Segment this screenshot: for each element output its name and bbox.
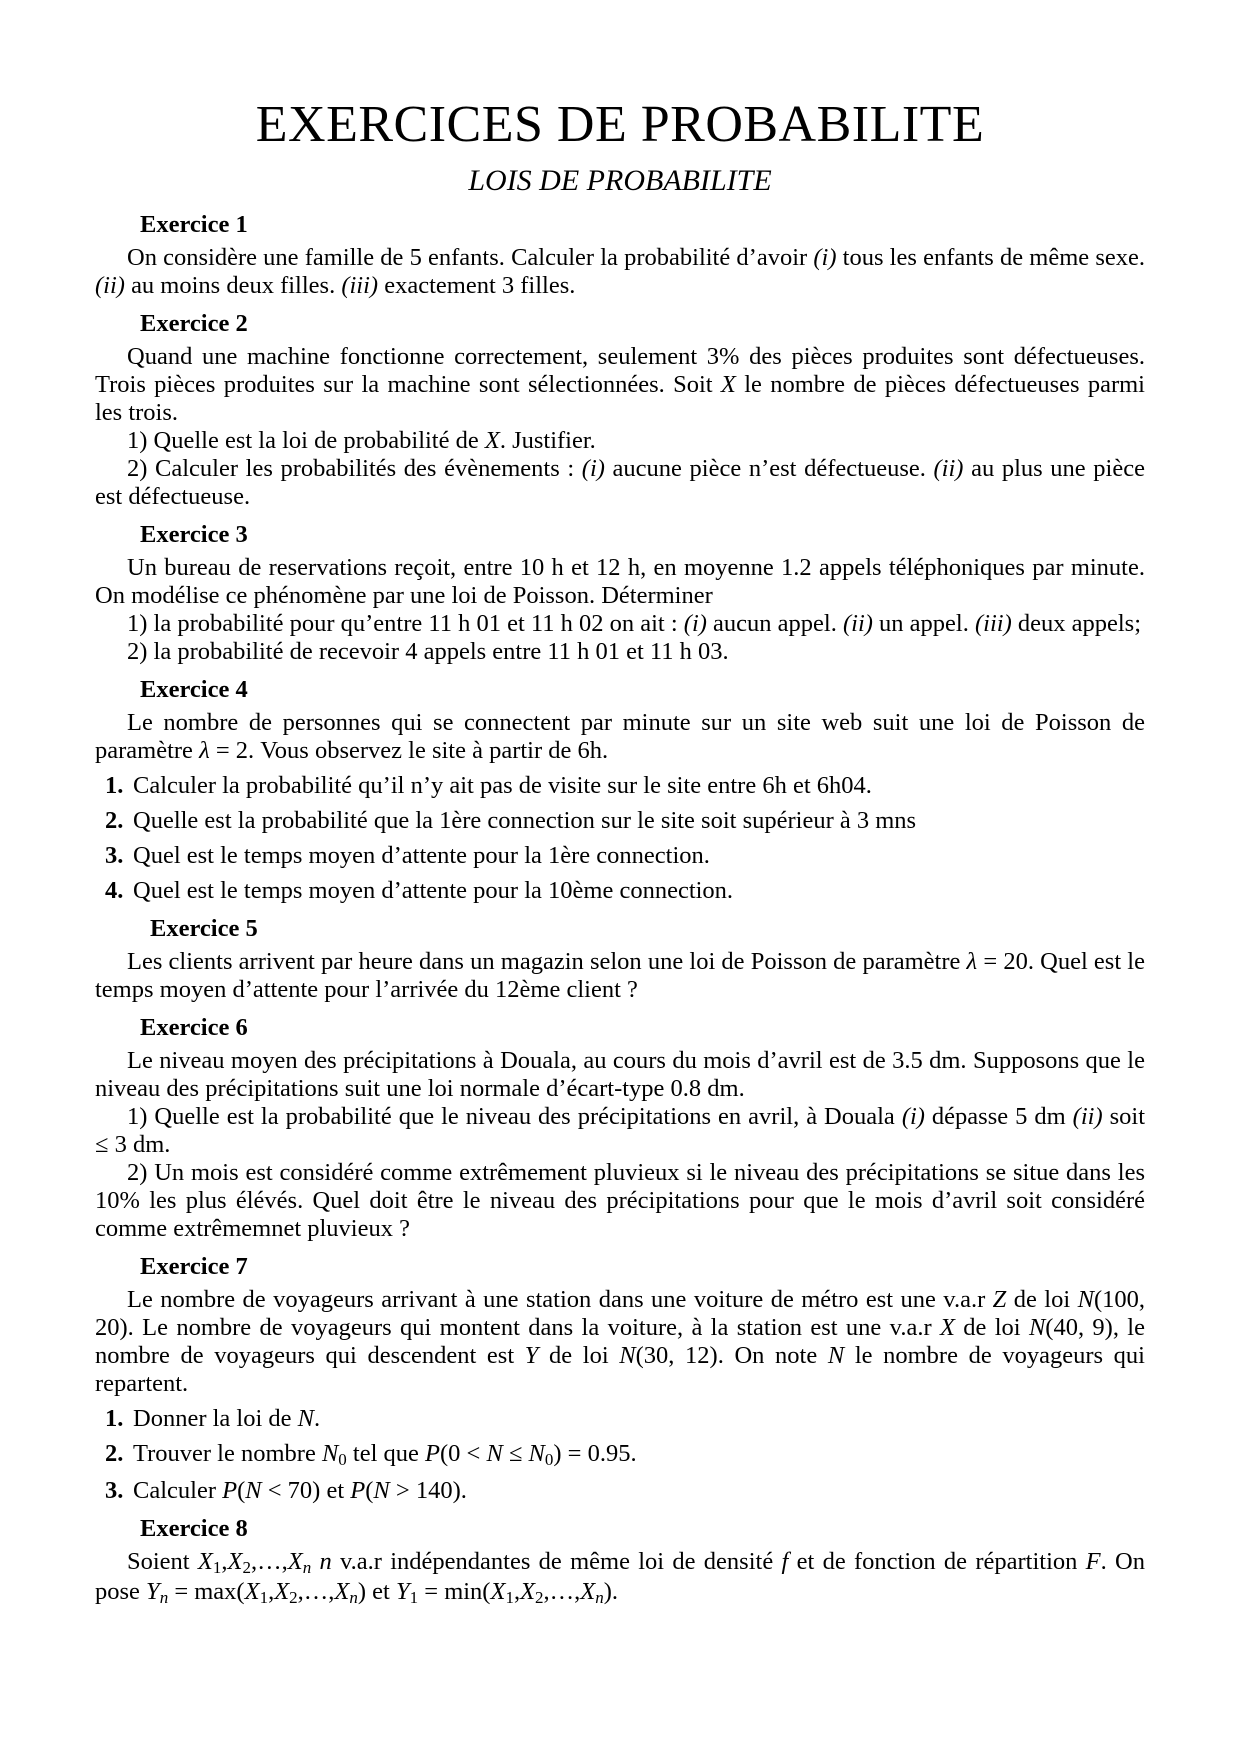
text-run: le nombre de voyageurs qui repartent. bbox=[95, 1342, 1145, 1398]
text-run: Soient bbox=[127, 1548, 198, 1576]
text-run: , bbox=[268, 1578, 275, 1606]
text-run: (ii) bbox=[1072, 1103, 1103, 1131]
list-item-number: 3. bbox=[105, 842, 124, 870]
list-item-number: 2. bbox=[105, 1440, 124, 1468]
text-run: (i) bbox=[901, 1103, 925, 1131]
text-run: N bbox=[297, 1405, 314, 1433]
text-run: P bbox=[425, 1440, 441, 1468]
text-run: (0 < bbox=[440, 1440, 487, 1468]
text-run: Le nombre de personnes qui se connectent par minute sur un site web suit une loi de Poisson de paramètre bbox=[95, 709, 1145, 765]
text-run: (ii) bbox=[95, 272, 125, 300]
text-run: N bbox=[373, 1477, 390, 1505]
text-run: ≤ bbox=[502, 1440, 529, 1468]
text-run: f bbox=[781, 1548, 789, 1576]
paragraph bbox=[95, 610, 1145, 638]
text-run: (40, 9), le nombre de voyageurs qui descendent est bbox=[95, 1314, 1145, 1370]
exercise-heading: Exercice 7 bbox=[140, 1253, 248, 1281]
text-run: 1 bbox=[505, 1588, 514, 1608]
text-run: Les clients arrivent par heure dans un magazin selon une loi de Poisson de paramètre bbox=[127, 948, 967, 976]
text-run: = 20. Quel est le temps moyen d’attente pour l’arrivée du 12ème client ? bbox=[95, 948, 1145, 1004]
text-run: 1 bbox=[259, 1588, 269, 1608]
text-run: ( bbox=[365, 1477, 374, 1505]
paragraph bbox=[95, 554, 1145, 610]
paragraph bbox=[95, 948, 1145, 1004]
text-run: 0 bbox=[544, 1450, 554, 1470]
paragraph bbox=[95, 343, 1145, 427]
text-run: Y bbox=[524, 1342, 539, 1370]
text-run: 1) Quelle est la loi de probabilité de bbox=[127, 427, 485, 455]
text-run: Y bbox=[395, 1578, 410, 1606]
text-run: n bbox=[349, 1588, 358, 1608]
text-run: Z bbox=[992, 1286, 1007, 1314]
list-item bbox=[95, 1440, 1145, 1470]
text-run: ). bbox=[603, 1578, 619, 1606]
text-run: tel que bbox=[346, 1440, 426, 1468]
text-run: tous les enfants de même sexe. bbox=[836, 244, 1146, 272]
text-run: X bbox=[287, 1548, 303, 1576]
text-run: On considère une famille de 5 enfants. Calculer la probabilité d’avoir bbox=[127, 244, 814, 272]
paragraph bbox=[95, 427, 1145, 455]
text-run: X bbox=[939, 1314, 955, 1342]
list-item bbox=[95, 807, 1145, 835]
text-run: ) et bbox=[357, 1578, 396, 1606]
list-item-text bbox=[133, 1477, 467, 1504]
text-run: F bbox=[1085, 1548, 1101, 1576]
text-run: (100, 20). Le nombre de voyageurs qui montent dans la voiture, à la station est une v.a.r bbox=[95, 1286, 1145, 1342]
text-run: = 2. Vous observez le site à partir de 6h. bbox=[209, 737, 609, 765]
text-run: exactement 3 filles. bbox=[378, 272, 576, 300]
text-run: N bbox=[619, 1342, 636, 1370]
text-run: Donner la loi de bbox=[133, 1405, 298, 1433]
paragraph bbox=[95, 455, 1145, 511]
list-item-text bbox=[133, 877, 733, 904]
text-run: deux appels; bbox=[1011, 610, 1142, 638]
text-run: X bbox=[580, 1578, 596, 1606]
document-content bbox=[95, 211, 1145, 1608]
text-run: de loi bbox=[538, 1342, 620, 1370]
text-run: = min( bbox=[418, 1578, 491, 1606]
text-run: (iii) bbox=[974, 610, 1012, 638]
text-run: Un bureau de reservations reçoit, entre 10 h et 12 h, en moyenne 1.2 appels téléphoniques par minute. On modélise ce phénomène par une loi de Poisson. Déterminer bbox=[95, 554, 1145, 610]
text-run: 1 bbox=[409, 1588, 419, 1608]
text-run: > 140). bbox=[389, 1477, 467, 1505]
text-run: 2 bbox=[242, 1558, 251, 1578]
text-run: de loi bbox=[954, 1314, 1029, 1342]
text-run: X bbox=[227, 1548, 243, 1576]
text-run: P bbox=[350, 1477, 366, 1505]
text-run: N bbox=[321, 1440, 339, 1468]
text-run: de loi bbox=[1006, 1286, 1078, 1314]
list-item-number: 1. bbox=[105, 1405, 124, 1433]
list-item-number: 2. bbox=[105, 807, 124, 835]
list-item bbox=[95, 1477, 1145, 1505]
text-run: X bbox=[197, 1548, 213, 1576]
exercise-heading: Exercice 1 bbox=[140, 211, 248, 239]
text-run: Quelle est la probabilité que la 1ère connection sur le site soit supérieur à 3 mns bbox=[133, 807, 917, 835]
text-run: λ bbox=[966, 948, 978, 976]
text-run: ,…, bbox=[543, 1578, 581, 1606]
text-run: X bbox=[274, 1578, 290, 1606]
text-run: N bbox=[1028, 1314, 1046, 1342]
text-run: N bbox=[245, 1477, 262, 1505]
text-run: 2 bbox=[535, 1588, 544, 1608]
text-run: 2) la probabilité de recevoir 4 appels entre 11 h 01 et 11 h 03. bbox=[127, 638, 729, 666]
text-run: au moins deux filles. bbox=[124, 272, 342, 300]
text-run: X bbox=[490, 1578, 506, 1606]
text-run: aucun appel. bbox=[706, 610, 843, 638]
exercise-heading: Exercice 3 bbox=[140, 521, 248, 549]
text-run: n bbox=[159, 1588, 169, 1608]
text-run: et de fonction de répartition bbox=[788, 1548, 1086, 1576]
text-run: le nombre de pièces défectueuses parmi les trois. bbox=[95, 371, 1145, 427]
text-run: (i) bbox=[683, 610, 707, 638]
text-run: n bbox=[302, 1558, 312, 1578]
text-run: Y bbox=[146, 1578, 160, 1606]
paragraph bbox=[95, 709, 1145, 765]
list-item-text bbox=[133, 842, 710, 869]
exercise-heading: Exercice 8 bbox=[140, 1515, 248, 1543]
text-run: (iii) bbox=[341, 272, 379, 300]
text-run: X bbox=[484, 427, 500, 455]
text-run: = max( bbox=[168, 1578, 245, 1606]
list-item-text bbox=[133, 1440, 637, 1470]
text-run: n bbox=[595, 1588, 604, 1608]
paragraph bbox=[95, 1286, 1145, 1398]
text-run: au plus une pièce est défectueuse. bbox=[95, 455, 1145, 511]
paragraph bbox=[95, 638, 1145, 666]
text-run: ( bbox=[237, 1477, 246, 1505]
text-run: Calculer bbox=[133, 1477, 223, 1505]
list-item bbox=[95, 842, 1145, 870]
text-run: 2 bbox=[289, 1588, 298, 1608]
text-run: N bbox=[486, 1440, 503, 1468]
text-run: , bbox=[221, 1548, 228, 1576]
text-run: . On pose bbox=[95, 1548, 1145, 1606]
text-run: X bbox=[520, 1578, 536, 1606]
text-run: Calculer la probabilité qu’il n’y ait pas de visite sur le site entre 6h et 6h04. bbox=[133, 772, 872, 800]
text-run: (ii) bbox=[842, 610, 873, 638]
paragraph bbox=[95, 1103, 1145, 1159]
text-run: soit ≤ 3 dm. bbox=[95, 1103, 1146, 1159]
text-run: (i) bbox=[813, 244, 837, 272]
list-item-text bbox=[133, 772, 872, 799]
text-run: 2) Calculer les probabilités des évènements : bbox=[127, 455, 582, 483]
list-item bbox=[95, 1405, 1145, 1433]
text-run: , bbox=[513, 1578, 521, 1606]
text-run: n bbox=[319, 1548, 332, 1576]
text-run: . Justifier. bbox=[499, 427, 596, 455]
text-run: λ bbox=[199, 737, 210, 765]
text-run: un appel. bbox=[872, 610, 975, 638]
exercise-heading: Exercice 2 bbox=[140, 310, 248, 338]
text-run: 2) Un mois est considéré comme extrêmement pluvieux si le niveau des précipitations se situe dans les 10% les plus élévés. Quel doit être le niveau des précipitations pour que le mois d’avril soit considéré comme extrêmemnet pluvieux ? bbox=[95, 1159, 1145, 1243]
text-run: 1 bbox=[212, 1558, 222, 1578]
list-item bbox=[95, 772, 1145, 800]
list-item-number: 4. bbox=[105, 877, 124, 905]
text-run: 1) Quelle est la probabilité que le niveau des précipitations en avril, à Douala bbox=[127, 1103, 902, 1131]
document-title: EXERCICES DE PROBABILITE bbox=[255, 96, 985, 153]
text-run: N bbox=[827, 1342, 845, 1370]
exercise-heading: Exercice 5 bbox=[150, 915, 258, 943]
text-run: < 70) et bbox=[261, 1477, 351, 1505]
text-run: X bbox=[334, 1578, 350, 1606]
text-run: ,…, bbox=[250, 1548, 288, 1576]
text-run: N bbox=[1077, 1286, 1094, 1314]
list-item bbox=[95, 877, 1145, 905]
exercise-heading: Exercice 4 bbox=[140, 676, 248, 704]
text-run: ) = 0.95. bbox=[553, 1440, 637, 1468]
paragraph bbox=[95, 1047, 1145, 1103]
text-run: Trouver le nombre bbox=[133, 1440, 322, 1468]
text-run: ,…, bbox=[297, 1578, 335, 1606]
paragraph bbox=[95, 1159, 1145, 1243]
text-run: P bbox=[222, 1477, 238, 1505]
exercise-heading: Exercice 6 bbox=[140, 1014, 248, 1042]
text-run: X bbox=[720, 371, 736, 399]
text-run: X bbox=[244, 1578, 260, 1606]
list-item-number: 1. bbox=[105, 772, 124, 800]
text-run: dépasse 5 dm bbox=[924, 1103, 1073, 1131]
text-run: . bbox=[314, 1405, 321, 1433]
text-run: Le nombre de voyageurs arrivant à une station dans une voiture de métro est une v.a.r bbox=[127, 1286, 993, 1314]
text-run: (30, 12). On note bbox=[635, 1342, 828, 1370]
text-run: (i) bbox=[581, 455, 605, 483]
list-item-text bbox=[133, 807, 916, 834]
text-run: 1) la probabilité pour qu’entre 11 h 01 et 11 h 02 on ait : bbox=[127, 610, 684, 638]
text-run: Quand une machine fonctionne correctement, seulement 3% des pièces produites sont défectueuses. Trois pièces produites sur la machine sont sélectionnées. Soit bbox=[95, 343, 1145, 399]
text-run: Quel est le temps moyen d’attente pour la 1ère connection. bbox=[133, 842, 710, 870]
paragraph bbox=[95, 244, 1145, 300]
document-subtitle: LOIS DE PROBABILITE bbox=[468, 164, 772, 198]
text-run: N bbox=[528, 1440, 545, 1468]
paragraph bbox=[95, 1548, 1145, 1608]
text-run: (ii) bbox=[933, 455, 964, 483]
list-item-text bbox=[133, 1405, 320, 1432]
list-item-number: 3. bbox=[105, 1477, 124, 1505]
text-run: aucune pièce n’est défectueuse. bbox=[604, 455, 934, 483]
text-run: 0 bbox=[338, 1450, 347, 1470]
text-run: v.a.r indépendantes de même loi de densité bbox=[331, 1548, 782, 1576]
text-run: Quel est le temps moyen d’attente pour la 10ème connection. bbox=[133, 877, 734, 905]
text-run: Le niveau moyen des précipitations à Douala, au cours du mois d’avril est de 3.5 dm. Supposons que le niveau des précipitations suit une loi normale d’écart-type 0.8 dm. bbox=[95, 1047, 1145, 1103]
